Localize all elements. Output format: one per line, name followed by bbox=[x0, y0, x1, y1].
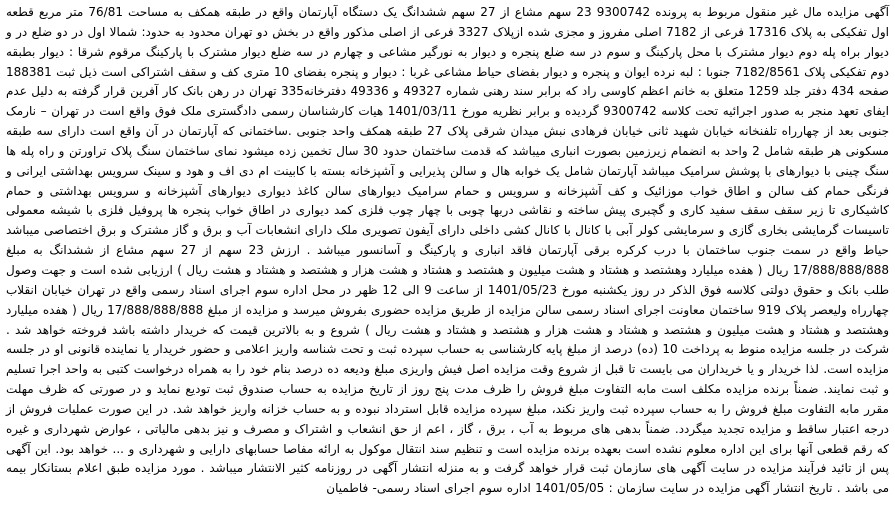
auction-notice-text: آگهی مزایده مال غیر منقول مربوط به پرونده 9300742 23 سهم مشاع از 27 سهم ششدانگ یک دستگاه آپارتمان واقع در طبقه همکف به مساحت 76/81 متر مربع قطعه اول تفکیکی به پلاک 17316 فرعی از 7182 اصلی مفروز و مجزی شده ازپلاک 3327 فرعی از اصلی مذکور واقع در بخش دو تهران محدود به حدود: شمالا اول در دو ضلع در و دیوار براه پله دوم دیوار مشترک با محل پارکینگ و سوم در سه ضلع پنجره و دیوار به نورگیر مشاعی و چهارم در سه ضلع دیوار مشترک با پارکینگ مرقوم شرقا : دیوار بطبقه دوم تفکیکی پلاک 7182/8561 جنوبا : لبه نرده ایوان و پنجره و دیوار بفضای حیاط مشاعی غربا : دیوار و پنجره بفضای 10 متری کف و سقف اشتراکی است ذیل ثبت 188381 صفحه 434 دفتر جلد 1259 متعلق به خانم اعظم کاوسی راد که برابر سند رهنی شماره 49327 و 49336 دفترخانه335 تهران در رهن بانک کار آفرین قرار گرفته به دلیل عدم ایفای تعهد منجر به صدور اجرائیه تحت کلاسه 9300742 گردیده و برابر نظریه مورخ 1401/03/11 هیات کارشناسان رسمی دادگستری ملک فوق واقع است در تهران – نارمک جنوبی بعد از چهارراه تلفنخانه خیابان شهید ثانی خیابان فرهادی نبش میدان شرقی پلاک 27 طبقه همکف واحد جنوبی .ساختمانی که آپارتمان در آن واقع است دارای سه طبقه مسکونی هر طبقه شامل 2 واحد به انضمام زیرزمین بصورت انباری میباشد که قدمت ساختمان حدود 30 سال تخمین زده میشود نمای ساختمان سنگ پلاک تراورتن و راه پله ها سنگ چینی با دیوارهای با پوشش سرامیک میباشد آپارتمان شامل یک خوابه هال و سالن پذیرایی و آشپزخانه بسته با کابینت ام دی اف و هود و سینک سرویس بهداشتی ایرانی و فرنگی حمام کف سالن و اطاق خواب موزائیک و کف آشپزخانه و سرویس و حمام سرامیک دیوارهای سالن کاغذ دیواری دیوارهای آشپزخانه و سرویس بهداشتی و حمام کاشیکاری تا زیر سقف سقف سفید کاری و گچبری پیش ساخته و نقاشی دربها چوبی با چهار چوب فلزی کمد دیواری در اطاق خواب پنجره ها پروفیل فلزی با شیشه معمولی تاسیسات گرمایشی بخاری گازی و سرمایشی کولر آبی با کانال با کانال کشی داخلی دارای آیفون تصویری ملک دارای انشعابات آب و برق و گاز مشترک و برق اختصاصی میباشد حیاط واقع در سمت جنوب ساختمان با درب کرکره برقی آپارتمان فاقد انباری و پارکینگ و آسانسور میباشد . ارزش 23 سهم از 27 سهم مشاع از ششدانگ به مبلغ 17/888/888/888 ریال ( هفده میلیارد وهشتصد و هشتاد و هشت میلیون و هشتصد و هشتاد و هشت هزار و هشتصد و هشتاد و هشت ریال ) ارزیابی شده است و جهت وصول طلب بانک و حقوق دولتی کلاسه فوق الذکر در روز یکشنبه مورخ 1401/05/23 از ساعت 9 الی 12 ظهر در محل اداره سوم اجرای اسناد رسمی واقع در تهران خیابان انقلاب چهارراه ولیعصر پلاک 919 ساختمان معاونت اجرای اسناد رسمی سالن مزایده از طریق مزایده حضوری بفروش میرسد و مزایده از مبلغ 17/888/888/888 ریال ( هفده میلیارد وهشتصد و هشتاد و هشت میلیون و هشتصد و هشتاد و هشت هزار و هشتصد و هشتاد و هشت ریال ) شروع و به بالاترین قیمت که خریدار داشته باشد فروخته خواهد شد . شرکت در جلسه مزایده منوط به پرداخت 10 (ده) درصد از مبلغ پایه کارشناسی به حساب سپرده ثبت و تحت شناسه واریز اعلامی و حضور خریدار یا نماینده قانونی او در جلسه مزایده است. لذا خریدار و یا خریداران می بایست تا قبل از شروع وقت مزایده اصل فیش واریزی مبلغ ودیعه ده درصد بنام خود را به همراه درخواست کتبی به واحد اجرا تسلیم و ثبت نمایند. ضمناً برنده مزایده مکلف است مابه التفاوت مبلغ فروش را ظرف مدت پنج روز از تاریخ مزایده به حساب صندوق ثبت تودیع نماید و در صورتی که ظرف مهلت مقرر مابه التفاوت مبلغ فروش را به حساب سپرده ثبت واریز نکند، مبلغ سپرده مزایده قابل استرداد نبوده و به حساب خزانه واریز خواهد شد. در این صورت عملیات فروش از درجه اعتبار ساقط و مزایده تجدید میگردد. ضمناً بدهی های مربوط به آب ، برق ، گاز ، اعم از حق انشعاب و اشتراک و مصرف و نیز بدهی مالیاتی ، عوارض شهرداری و غیره که رقم قطعی آنها برای این اداره معلوم نشده است بعهده برنده مزایده است و تنظیم سند انتقال موکول به ارائه مفاصا حسابهای دارایی و شهرداری و ... خواهد بود. این آگهی پس از تائید فرآیند مزایده در سایت آگهی های سازمان ثبت قرار خواهد گرفت و به منزله انتشار آگهی در روزنامه کثیر الانتشار میباشد . مورد مزایده طبق اعلام بستانکار بیمه می باشد . تاریخ انتشار آگهی مزایده در سایت سازمان : 1401/05/05 اداره سوم اجرای اسناد رسمی- فاطمیان bbox=[6, 5, 890, 496]
